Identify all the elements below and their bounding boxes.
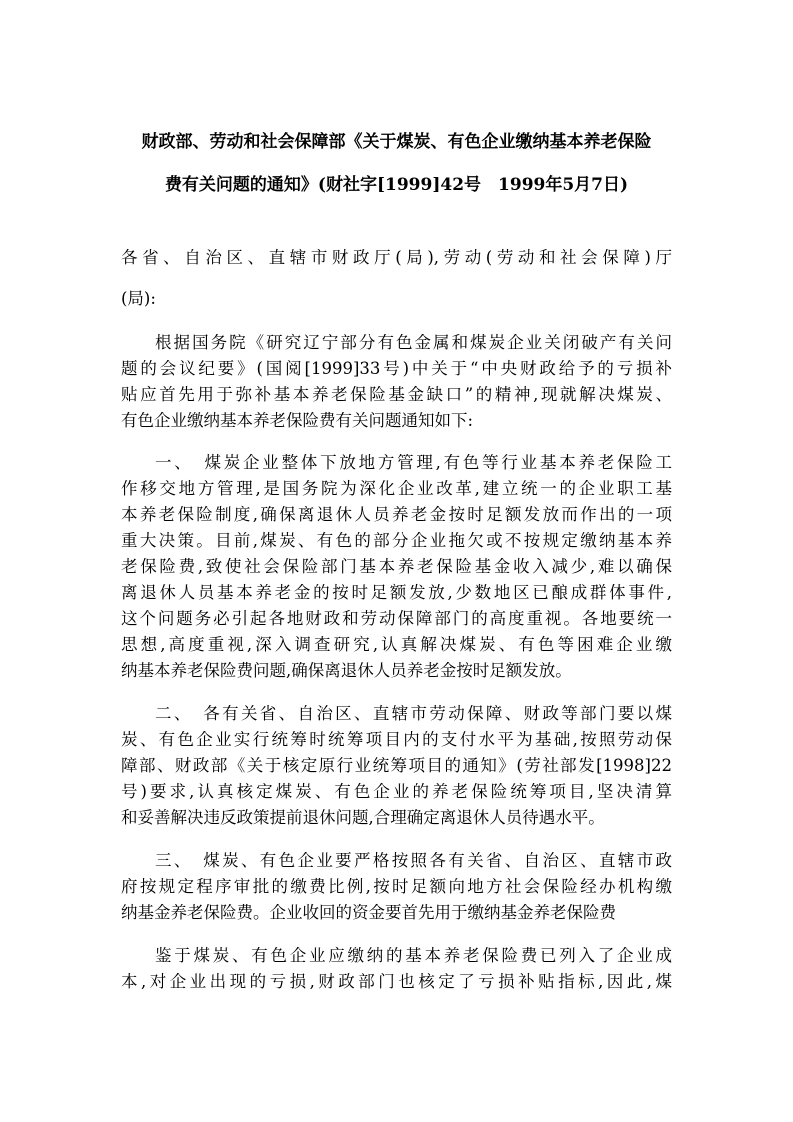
section-1-line: 这个问题务必引起各地财政和劳动保障部门的高度重视。各地要统一 [121, 609, 672, 628]
section-3-line: 三、 煤炭、有色企业要严格按照各有关省、自治区、直辖市政 [155, 851, 672, 870]
intro-line: 有色企业缴纳基本养老保险费有关问题通知如下: [121, 411, 474, 430]
intro-line: 题的会议纪要》(国阅[1999]33号)中关于“中央财政给予的亏损补 [121, 359, 672, 378]
section-1-line: 一、 煤炭企业整体下放地方管理,有色等行业基本养老保险工 [155, 453, 672, 472]
section-3-line: 纳基金养老保险费。企业收回的资金要首先用于缴纳基金养老保险费 [121, 903, 616, 922]
section-1-line: 离退休人员基本养老金的按时足额发放,少数地区已酿成群体事件, [121, 583, 672, 602]
section-1-line: 本养老保险制度,确保离退休人员养老金按时足额发放而作出的一项 [121, 505, 672, 524]
salutation-line-1: 各省、自治区、直辖市财政厅(局),劳动(劳动和社会保障)厅 [121, 248, 672, 267]
paragraph-4-line: 本,对企业出现的亏损,财政部门也核定了亏损补贴指标,因此,煤 [121, 972, 672, 991]
section-2-line: 障部、财政部《关于核定原行业统筹项目的通知》(劳社部发[1998]22 [121, 756, 672, 775]
section-2-line: 号)要求,认真核定煤炭、有色企业的养老保险统筹项目,坚决清算 [121, 782, 672, 801]
section-1-line: 作移交地方管理,是国务院为深化企业改革,建立统一的企业职工基 [121, 479, 672, 498]
section-1-line: 思想,高度重视,深入调查研究,认真解决煤炭、有色等困难企业缴 [121, 635, 672, 654]
section-1-line: 重大决策。目前,煤炭、有色的部分企业拖欠或不按规定缴纳基本养 [121, 531, 672, 550]
intro-line: 根据国务院《研究辽宁部分有色金属和煤炭企业关闭破产有关问 [155, 333, 672, 352]
section-3-line: 府按规定程序审批的缴费比例,按时足额向地方社会保险经办机构缴 [121, 877, 672, 896]
section-2-line: 二、 各有关省、自治区、直辖市劳动保障、财政等部门要以煤 [155, 704, 672, 723]
document-title-line-2: 费有关问题的通知》(财社字[1999]42号 1999年5月7日) [164, 175, 629, 195]
document-title-line-1: 财政部、劳动和社会保障部《关于煤炭、有色企业缴纳基本养老保险 [141, 132, 652, 152]
paragraph-4-line: 鉴于煤炭、有色企业应缴纳的基本养老保险费已列入了企业成 [155, 946, 672, 965]
section-1-line: 老保险费,致使社会保险部门基本养老保险基金收入减少,难以确保 [121, 557, 672, 576]
salutation-line-2: (局): [121, 289, 156, 308]
section-2-line: 炭、有色企业实行统筹时统筹项目内的支付水平为基础,按照劳动保 [121, 730, 672, 749]
section-1-line: 纳基本养老保险费问题,确保离退休人员养老金按时足额发放。 [121, 661, 572, 680]
section-2-line: 和妥善解决违反政策提前退休问题,合理确定离退休人员待遇水平。 [121, 808, 605, 827]
intro-line: 贴应首先用于弥补基本养老保险基金缺口”的精神,现就解决煤炭、 [121, 385, 672, 404]
